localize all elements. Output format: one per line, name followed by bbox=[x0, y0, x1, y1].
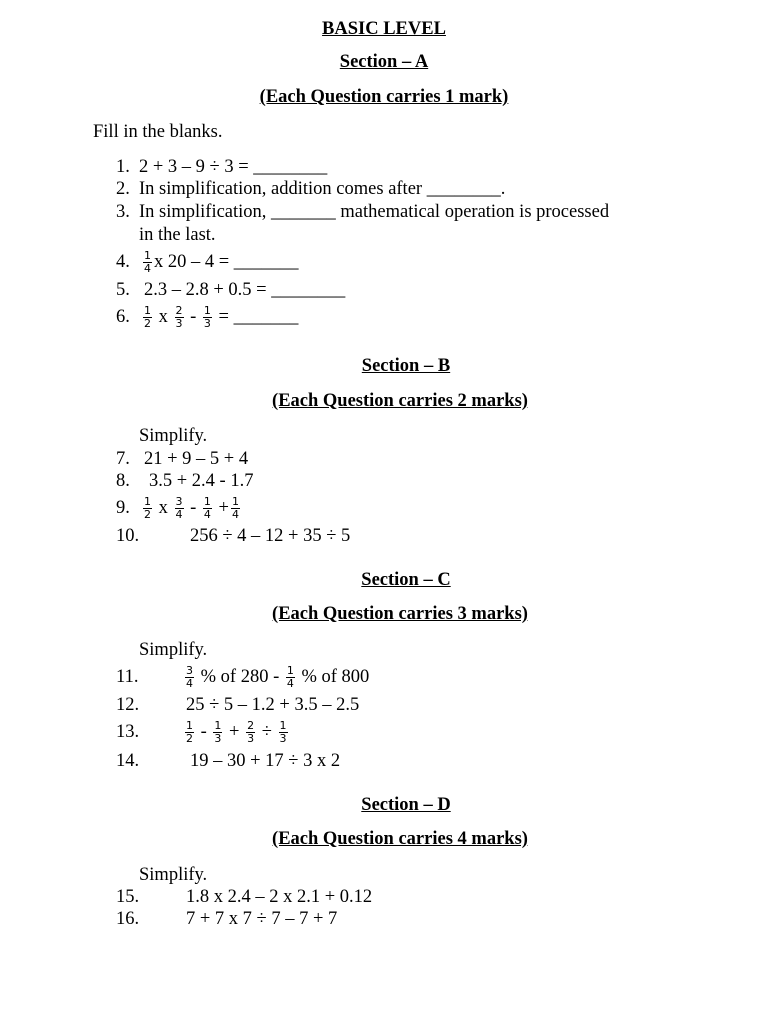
fraction: $\frac{1}{4}$ bbox=[286, 664, 294, 691]
question-number: 5. bbox=[116, 280, 130, 300]
fraction: $\frac{1}{3}$ bbox=[279, 719, 287, 746]
question-text: 7 + 7 x 7 ÷ 7 – 7 + 7 bbox=[186, 909, 338, 929]
section-c-marks: (Each Question carries 3 marks) bbox=[272, 604, 528, 624]
fraction: $\frac{1}{4}$ bbox=[231, 495, 239, 522]
fraction: $\frac{1}{3}$ bbox=[214, 719, 222, 746]
question-number: 9. bbox=[116, 498, 130, 518]
question-expression: $\frac{1}{2}$ x $\frac{2}{3}$ - $\frac{1}{3}$ = _______ bbox=[144, 304, 299, 331]
section-a-marks: (Each Question carries 1 mark) bbox=[259, 87, 509, 107]
section-d-heading: Section – D bbox=[361, 795, 451, 815]
question-number: 14. bbox=[116, 751, 140, 771]
fraction: $\frac{1}{2}$ bbox=[144, 495, 151, 522]
question-number: 15. bbox=[116, 887, 140, 907]
fraction: $\frac{3}{4}$ bbox=[175, 495, 183, 522]
fraction: $\frac{1}{3}$ bbox=[203, 304, 211, 331]
question-text: 1.8 x 2.4 – 2 x 2.1 + 0.12 bbox=[186, 887, 373, 907]
question-text: 19 – 30 + 17 ÷ 3 x 2 bbox=[190, 751, 341, 771]
fraction: $\frac{1}{4}$ bbox=[203, 495, 211, 522]
question-number: 2. bbox=[116, 179, 130, 199]
question-expression: $\frac{3}{4}$ % of 280 - $\frac{1}{4}$ % of 800 bbox=[186, 664, 370, 691]
fraction: $\frac{3}{4}$ bbox=[186, 664, 193, 691]
question-number: 11. bbox=[116, 667, 139, 687]
question-number: 3. bbox=[116, 202, 130, 222]
question-number: 4. bbox=[116, 252, 130, 272]
section-b-marks: (Each Question carries 2 marks) bbox=[272, 391, 528, 411]
question-text: 256 ÷ 4 – 12 + 35 ÷ 5 bbox=[190, 526, 351, 546]
question-number: 1. bbox=[116, 157, 130, 177]
question-text: 3.5 + 2.4 - 1.7 bbox=[149, 471, 254, 491]
question-text: 21 + 9 – 5 + 4 bbox=[144, 449, 249, 469]
expression-rest: = _______ bbox=[218, 307, 299, 327]
question-number: 13. bbox=[116, 722, 140, 742]
section-a-heading: Section – A bbox=[339, 52, 429, 72]
section-d-marks: (Each Question carries 4 marks) bbox=[272, 829, 528, 849]
question-number: 16. bbox=[116, 909, 140, 929]
question-number: 6. bbox=[116, 307, 130, 327]
section-c-heading: Section – C bbox=[361, 570, 451, 590]
question-text: 25 ÷ 5 – 1.2 + 3.5 – 2.5 bbox=[186, 695, 360, 715]
section-b-instruction: Simplify. bbox=[139, 426, 208, 446]
question-expression: $\frac{1}{2}$ x $\frac{3}{4}$ - $\frac{1}{4}$ + $\frac{1}{4}$ bbox=[144, 495, 239, 522]
expression-rest: x 20 – 4 = _______ bbox=[154, 252, 299, 272]
question-number: 12. bbox=[116, 695, 140, 715]
question-text: 2.3 – 2.8 + 0.5 = ________ bbox=[144, 280, 346, 300]
section-d-instruction: Simplify. bbox=[139, 865, 208, 885]
fraction: $\frac{1}{2}$ bbox=[144, 304, 151, 331]
question-number: 8. bbox=[116, 471, 130, 491]
fraction: $\frac{2}{3}$ bbox=[247, 719, 255, 746]
section-c-instruction: Simplify. bbox=[139, 640, 208, 660]
question-text: In simplification, addition comes after ________. bbox=[139, 179, 506, 199]
fraction: $\frac{1}{2}$ bbox=[186, 719, 193, 746]
question-number: 7. bbox=[116, 449, 130, 469]
section-b-heading: Section – B bbox=[361, 356, 451, 376]
question-text: In simplification, _______ mathematical operation is processed bbox=[139, 202, 610, 222]
question-expression bbox=[141, 245, 299, 279]
question-text-continued: in the last. bbox=[139, 225, 216, 245]
page-title: BASIC LEVEL bbox=[322, 19, 446, 39]
fraction: $\frac{1}{4}$ bbox=[144, 249, 151, 276]
question-number: 10. bbox=[116, 526, 140, 546]
fraction: $\frac{2}{3}$ bbox=[175, 304, 183, 331]
question-text: 2 + 3 – 9 ÷ 3 = ________ bbox=[139, 157, 328, 177]
section-a-instruction: Fill in the blanks. bbox=[93, 122, 223, 142]
question-expression: $\frac{1}{2}$ - $\frac{1}{3}$ + $\frac{2}{3}$ ÷ $\frac{1}{3}$ bbox=[186, 719, 287, 746]
